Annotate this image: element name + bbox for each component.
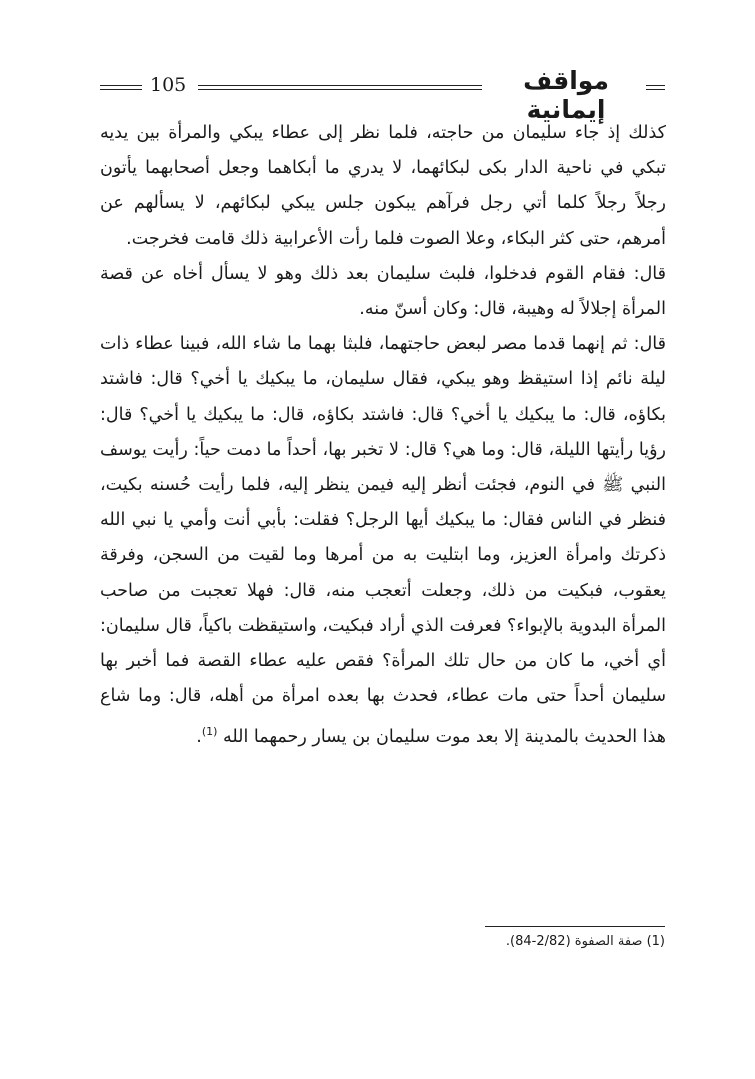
running-title: مواقف إيمانية bbox=[482, 66, 650, 124]
footnote: (1) صفة الصفوة (2/82-84). bbox=[505, 934, 665, 949]
main-text bbox=[100, 116, 666, 755]
header-rule-right bbox=[646, 85, 665, 90]
paragraph-text: قال: ثم إنهما قدما مصر لبعض حاجتهما، فلبثا بهما ما شاء الله، فبينا عطاء ذات ليلة نائم إذا استيقظ وهو يبكي، فقال سليمان، ما يبكيك يا أخي؟ قال: فاشتد بكاؤه، قال: ما يبكيك يا أخي؟ قال: فاشتد بكاؤه، قال: ما يبكيك يا أخي؟ قال: رؤيا رأيتها الليلة، قال: وما هي؟ قال: لا تخبر بها، أحداً ما دمت حياً: رأيت يوسف النبي ﷺ في النوم، فجئت أنظر إليه فيمن ينظر إليه، فلما رأيت حُسنه بكيت، فنظر في الناس فقال: ما يبكيك أيها الرجل؟ فقلت: بأبي أنت وأمي يا نبي الله ذكرتك وامرأة العزيز، وما ابتليت به من أمرها وما لقيت من السجن، وفرقة يعقوب، فبكيت من ذلك، وجعلت أتعجب منه، قال: فهلا تعجبت من صاحب المرأة البدوية بالإبواء؟ فعرفت الذي أراد فبكيت، واستيقظت باكياً، قال سليمان: أي أخي، ما كان من حال تلك المرأة؟ فقص عليه عطاء القصة فما أخبر بها سليمان أحداً حتى مات عطاء، فحدث بها بعده امرأة من أهله، قال: وما شاع هذا الحديث بالمدينة إلا بعد موت سليمان بن يسار رحمهما الله bbox=[99, 334, 666, 748]
paragraph-last: قال: ثم إنهما قدما مصر لبعض حاجتهما، فلبثا بهما ما شاء الله، فبينا عطاء ذات ليلة نائم إذا استيقظ وهو يبكي، فقال سليمان، ما يبكيك يا أخي؟ قال: فاشتد بكاؤه، قال: ما يبكيك يا أخي؟ قال: فاشتد بكاؤه، قال: ما يبكيك يا أخي؟ قال: رؤيا رأيتها الليلة، قال: وما هي؟ قال: لا تخبر بها، أحداً ما دمت حياً: رأيت يوسف النبي ﷺ في النوم، فجئت أنظر إليه فيمن ينظر إليه، فلما رأيت حُسنه بكيت، فنظر في الناس فقال: ما يبكيك أيها الرجل؟ فقلت: بأبي أنت وأمي يا نبي الله ذكرتك وامرأة العزيز، وما ابتليت به من أمرها وما لقيت من السجن، وفرقة يعقوب، فبكيت من ذلك، وجعلت أتعجب منه، قال: فهلا تعجبت من صاحب المرأة البدوية بالإبواء؟ فعرفت الذي أراد فبكيت، واستيقظت باكياً، قال سليمان: أي أخي، ما كان من حال تلك المرأة؟ فقص عليه عطاء القصة فما أخبر بها سليمان أحداً حتى مات عطاء، فحدث بها بعده امرأة من أهله، قال: وما شاع هذا الحديث بالمدينة إلا بعد موت سليمان بن يسار رحمهما الله $^{(1)}$. bbox=[99, 334, 666, 748]
page-number: 105 bbox=[150, 74, 187, 96]
footnote-separator bbox=[485, 926, 665, 927]
footnote-reference[interactable]: (1) bbox=[201, 725, 218, 739]
header-rule-left bbox=[100, 85, 142, 90]
paragraph: قال: فقام القوم فدخلوا، فلبث سليمان بعد ذلك وهو لا يسأل أخاه عن قصة المرأة إجلالاً له وهيبة، قال: وكان أسنّ منه. bbox=[100, 263, 666, 320]
running-header bbox=[100, 66, 665, 124]
paragraph: كذلك إذ جاء سليمان من حاجته، فلما نظر إلى عطاء يبكي والمرأة بين يديه تبكي في ناحية الدار بكى لبكائهما، لا يدري ما أبكاهما وجعل أصحابهما يأتون رجلاً رجلاً كلما أتي رجل فرآهم يبكون جلس يبكي لبكائهم، لا يسألهم عن أمرهم، حتى كثر البكاء، وعلا الصوت فلما رأت الأعرابية ذلك قامت فخرجت. bbox=[100, 123, 666, 249]
